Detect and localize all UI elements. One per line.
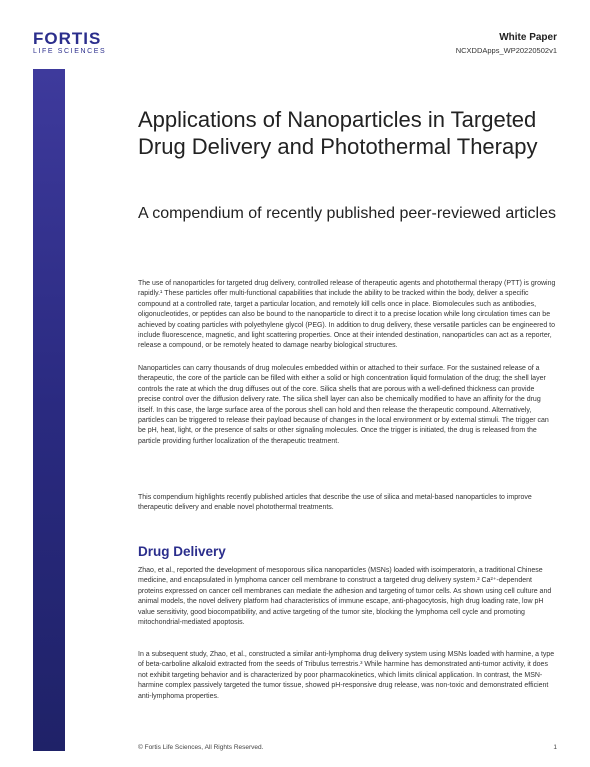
document-type: White Paper xyxy=(499,32,557,43)
intro-paragraph-3: This compendium highlights recently published articles that describe the use of silica and metal-based nanoparticles to improve therapeutic delivery and enable novel photothermal treatments. xyxy=(138,494,532,512)
document-code: NCXDDApps_WP20220502v1 xyxy=(455,46,557,55)
section-paragraph-2: In a subsequent study, Zhao, et al., constructed a similar anti-lymphoma drug delivery system using MSNs loaded with harmine, a type of beta-carboline alkaloid extracted from the seeds of Tribulus terrestris.³ While harmine has demonstrated anti-tumor activity, it does not exhibit targeting behavior and is characterized by poor pharmacokinetics, which limits clinical application. In contrast, the MSN-harmine complex passively targeted the tumor tissue, showed pH-responsive drug release, was non-toxic and demonstrated efficient anti-lymphoma properties. xyxy=(138,651,555,700)
section-heading: Drug Delivery xyxy=(138,544,226,559)
copyright-footer: © Fortis Life Sciences, All Rights Reserved. xyxy=(138,744,264,751)
page-subtitle: A compendium of recently published peer-reviewed articles xyxy=(138,205,556,222)
logo-wordmark: FORTIS xyxy=(33,29,102,48)
intro-paragraph-2: Nanoparticles can carry thousands of drug molecules embedded within or attached to their surface. For the sustained release of a therapeutic, the core of the particle can be filled with either a solid or high concentration liquid formulation of the drug; the shell layer controls the rate at which the drug diffuses out of the core. Silica shells that are porous with a well-defined thickness can provide precise control over the diffusion delivery rate. The silica shell layer can also be chemically modified to have an affinity for the drug itself. In this case, the large surface area of the porous shell can hold and then release the therapeutic compound. Alternatively, particles can be triggered to release their payload because of changes in the local environment or by external stimuli. The trigger can be pH, heat, light, or the presence of salts or other signaling molecules. Once the trigger is initiated, the drug is released from the particle providing further localization of the therapeutic treatment. xyxy=(138,365,549,445)
logo-subtitle: LIFE SCIENCES xyxy=(33,48,107,55)
page-number: 1 xyxy=(553,744,557,751)
page-title: Applications of Nanoparticles in Targeted Drug Delivery and Photothermal Therapy xyxy=(138,107,538,159)
decorative-sidebar-bar xyxy=(33,69,65,751)
fortis-logo xyxy=(33,30,106,55)
section-paragraph-1: Zhao, et al., reported the development of mesoporous silica nanoparticles (MSNs) loaded with isoimperatorin, a traditional Chinese medicine, and encapsulated in lymphoma cancer cell membrane to construct a targeted drug delivery system.² Ca²⁺-dependent proteins expressed on cancer cell membranes can mediate the adhesion and targeting of tumor cells. As shown using cell culture and animal models, the novel delivery platform had characteristics of immune escape, anti-phagocytosis, high drug loading rate, low pH value sensitivity, good biocompatibility, and active targeting of the tumor site, blocking the lymphoma cell cycle and promoting mitochondrial-mediated apoptosis. xyxy=(138,567,552,627)
intro-paragraph-1: The use of nanoparticles for targeted drug delivery, controlled release of therapeutic agents and photothermal therapy (PTT) is growing rapidly.¹ These particles offer multi-functional capabilities that include the ability to be tracked within the body, deliver a specific compound at a controlled rate, target a particular location, and remotely kill cells once in place. Biomolecules such as antibodies, oligonucleotides, or peptides can also be bound to the nanoparticle to direct it to a precise location while long circulation times can be achieved by coating particles with polyethylene glycol (PEG). In addition to drug delivery, these versatile particles can be engineered to include fluorescence, magnetic, and light scattering properties. Once at their intended destination, nanoparticles can act as a reporter, release a compound, or be remotely heated to damage nearby biological structures. xyxy=(138,280,556,350)
